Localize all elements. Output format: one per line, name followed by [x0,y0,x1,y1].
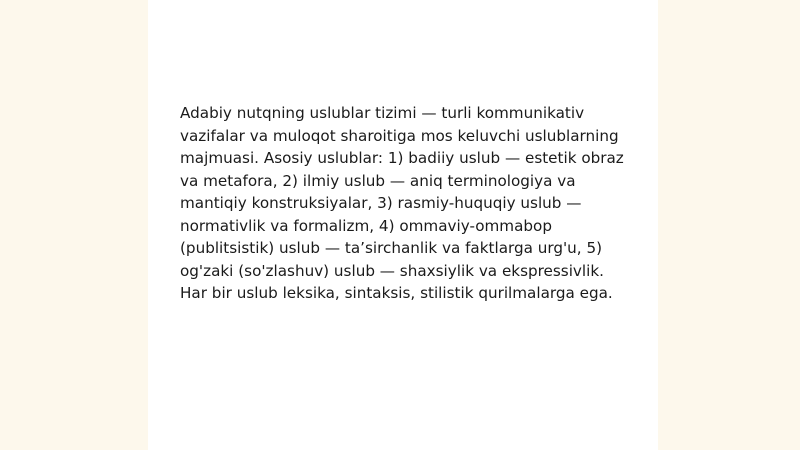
document-page [148,0,658,450]
body-paragraph: Adabiy nutqning uslublar tizimi — turli kommunikativ vazifalar va muloqot sharoitiga mos keluvchi uslublarning majmuasi. Asosiy uslublar: 1) badiiy uslub — estetik obraz va metafora, 2) ilmiy uslub — aniq terminologiya va mantiqiy konstruksiyalar, 3) rasmiy-huquqiy uslub — normativlik va formalizm, 4) ommaviy-ommabop (publitsistik) uslub — ta’sirchanlik va faktlarga urg'u, 5) og'zaki (so'zlashuv) uslub — shaxsiylik va ekspressivlik. Har bir uslub leksika, sintaksis, stilistik qurilmalarga ega. [180,104,624,302]
